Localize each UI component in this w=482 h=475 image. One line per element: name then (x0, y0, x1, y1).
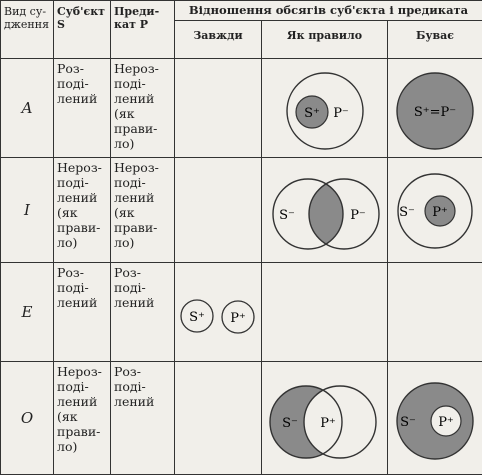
header-relation: Відношення обсягів суб'єкта і предиката (175, 1, 482, 21)
row-a-sometimes (388, 59, 482, 158)
row-label-o: O (1, 362, 54, 475)
row-a-always (175, 59, 262, 158)
row-o-always (175, 362, 262, 475)
e-always-p-label: P⁺ (230, 311, 246, 326)
diagram-a-usually (262, 59, 388, 157)
header-subject: Суб'єкт S (54, 1, 111, 59)
o-usually-s-label: S⁻ (282, 416, 298, 431)
i-usually-p-label: P⁻ (350, 208, 366, 223)
i-usually-s-label: S⁻ (279, 208, 295, 223)
header-always: Завжди (175, 21, 262, 59)
row-o-subject: Нероз-поді-лений (як прави-ло) (54, 362, 111, 475)
row-o-usually (262, 362, 388, 475)
o-sometimes-p-label: P⁺ (438, 415, 454, 430)
row-e-subject: Роз-поді-лений (54, 263, 111, 362)
row-e-predicate: Роз-поді-лений (111, 263, 175, 362)
a-usually-p-label: P⁻ (333, 106, 349, 121)
row-a-subject: Роз-поді-лений (54, 59, 111, 158)
row-label-i: I (1, 158, 54, 263)
i-sometimes-s-label: S⁻ (399, 205, 415, 220)
i-sometimes-p-label: P⁺ (432, 205, 448, 220)
row-label-e: E (1, 263, 54, 362)
o-usually-p-label: P⁺ (320, 416, 336, 431)
header-sometimes: Буває (388, 21, 482, 59)
diagram-o-sometimes (388, 362, 482, 474)
a-sometimes-label: S⁺=P⁻ (414, 105, 456, 120)
diagram-i-usually (262, 158, 388, 262)
diagram-i-sometimes (388, 158, 482, 262)
diagram-a-sometimes (388, 59, 482, 157)
row-o-predicate: Роз-поді-лений (111, 362, 175, 475)
header-predicate: Преди-кат P (111, 1, 175, 59)
header-kind: Вид су-дження (1, 1, 54, 59)
row-i-predicate: Нероз-поді-лений (як прави-ло) (111, 158, 175, 263)
diagram-o-usually (262, 362, 388, 474)
row-e-usually (262, 263, 388, 362)
row-i-sometimes (388, 158, 482, 263)
diagram-e-always (175, 263, 262, 361)
e-always-s-label: S⁺ (189, 310, 205, 325)
row-i-always (175, 158, 262, 263)
row-e-always (175, 263, 262, 362)
row-a-predicate: Нероз-поді-лений (як прави-ло) (111, 59, 175, 158)
row-label-a: A (1, 59, 54, 158)
row-i-usually (262, 158, 388, 263)
row-e-sometimes (388, 263, 482, 362)
o-sometimes-s-label: S⁻ (400, 415, 416, 430)
header-usually: Як правило (262, 21, 388, 59)
a-usually-s-label: S⁺ (304, 106, 320, 121)
row-i-subject: Нероз-поді-лений (як прави-ло) (54, 158, 111, 263)
row-o-sometimes (388, 362, 482, 475)
row-a-usually (262, 59, 388, 158)
